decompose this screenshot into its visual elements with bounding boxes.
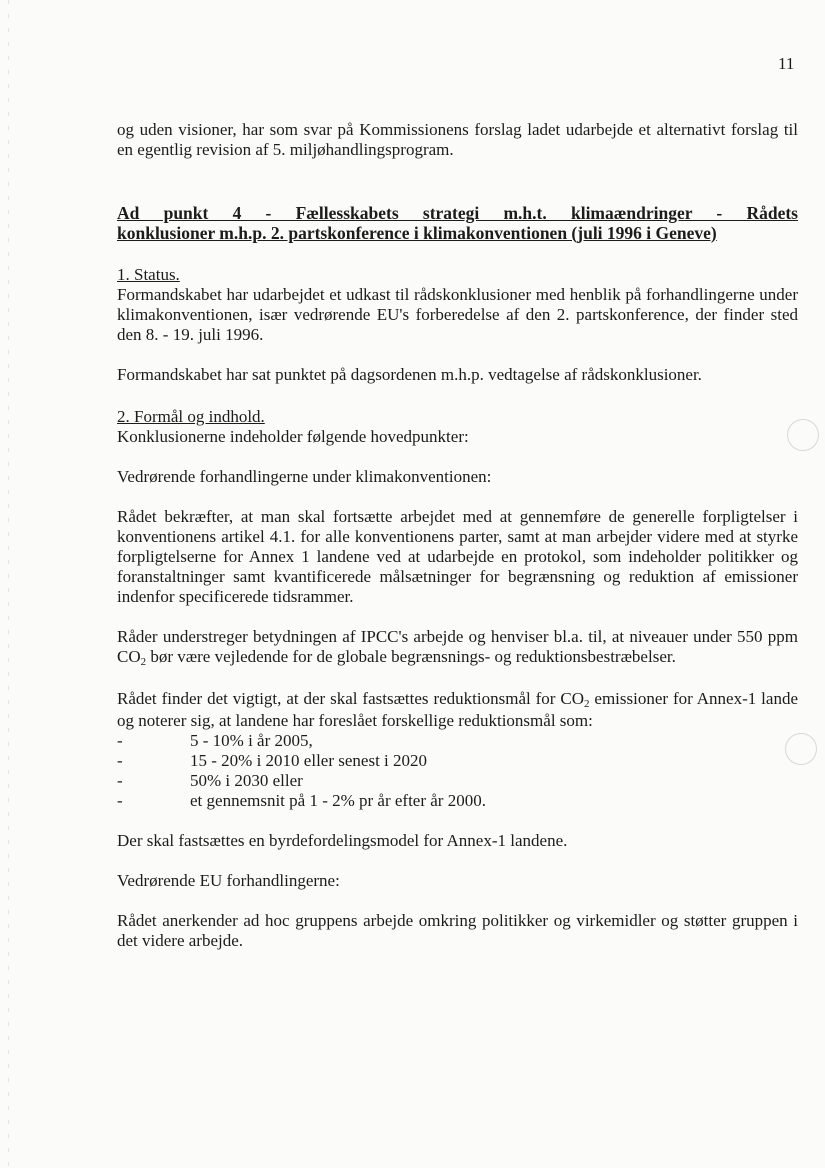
targets-list [117,731,798,811]
ipcc-paragraph [117,627,798,669]
council-confirms-paragraph: Rådet bekræfter, at man skal fortsætte arbejdet med at gennemføre de generelle forpligtelser i konventionens artikel 4.1. for alle konventionens parter, samt at man arbejder videre med at styrke forpligtelserne for Annex 1 landene ved at udarbejde en protokol, som indeholder politikker og foranstaltninger samt kvantificerede målsætninger for begrænsning og reduktion af emissioner indenfor specificerede tidsrammer. [117,507,798,606]
document-body [117,120,798,951]
section-1-paragraph-2: Formandskabet har sat punktet på dagsordenen m.h.p. vedtagelse af rådskonklusioner. [117,365,702,384]
agenda-heading-line-2: konklusioner m.h.p. 2. partskonference i klimakonventionen (juli 1996 i Geneve) [117,223,717,243]
section-1-title: 1. Status. [117,265,180,284]
list-item: - 15 - 20% i 2010 eller senest i 2020 [117,751,798,771]
eu-negotiations-intro: Vedrørende EU forhandlingerne: [117,871,340,890]
reduction-targets-paragraph [117,689,798,731]
agenda-heading-line-1: Ad punkt 4 - Fællesskabets strategi m.h.t. klimaændringer - Rådets [117,203,798,223]
scan-edge-line [8,0,9,1168]
reduction-text: Rådet finder det vigtigt, at der skal fastsættes reduktionsmål for CO [117,689,584,708]
agenda-heading [117,203,798,243]
section-2-title: 2. Formål og indhold. [117,407,265,426]
burden-sharing-paragraph: Der skal fastsættes en byrdefordelingsmodel for Annex-1 landene. [117,831,568,850]
ad-hoc-group-paragraph: Rådet anerkender ad hoc gruppens arbejde omkring politikker og virkemidler og støtter gruppen i det videre arbejde. [117,911,798,950]
page-number: 11 [778,54,795,73]
list-item: - et gennemsnit på 1 - 2% pr år efter år 2000. [117,791,798,811]
list-item: - 50% i 2030 eller [117,771,798,791]
reduction-text-cont: emissioner for Annex-1 lande og noterer sig, at landene har foreslået forskellige reduktionsmål som: [117,689,798,730]
ipcc-text: Råder understreger betydningen af IPCC's arbejde og henviser bl.a. til, at niveauer under 550 ppm CO [117,627,798,666]
list-item: - 5 - 10% i år 2005, [117,731,798,751]
co2-subscript: 2 [140,656,147,668]
section-1-paragraph-1: Formandskabet har udarbejdet et udkast til rådskonklusioner med henblik på forhandlingerne under klimakonventionen, især vedrørende EU's forberedelse af den 2. partskonference, der finder sted den 8. - 19. juli 1996. [117,285,798,344]
climate-negotiations-intro: Vedrørende forhandlingerne under klimakonventionen: [117,467,492,486]
co2-subscript: 2 [583,698,590,710]
section-2-lead: Konklusionerne indeholder følgende hovedpunkter: [117,427,469,446]
intro-paragraph: og uden visioner, har som svar på Kommissionens forslag ladet udarbejde et alternativt forslag til en egentlig revision af 5. miljøhandlingsprogram. [117,120,798,159]
ipcc-text-cont: bør være vejledende for de globale begrænsnings- og reduktionsbestræbelser. [146,647,676,666]
